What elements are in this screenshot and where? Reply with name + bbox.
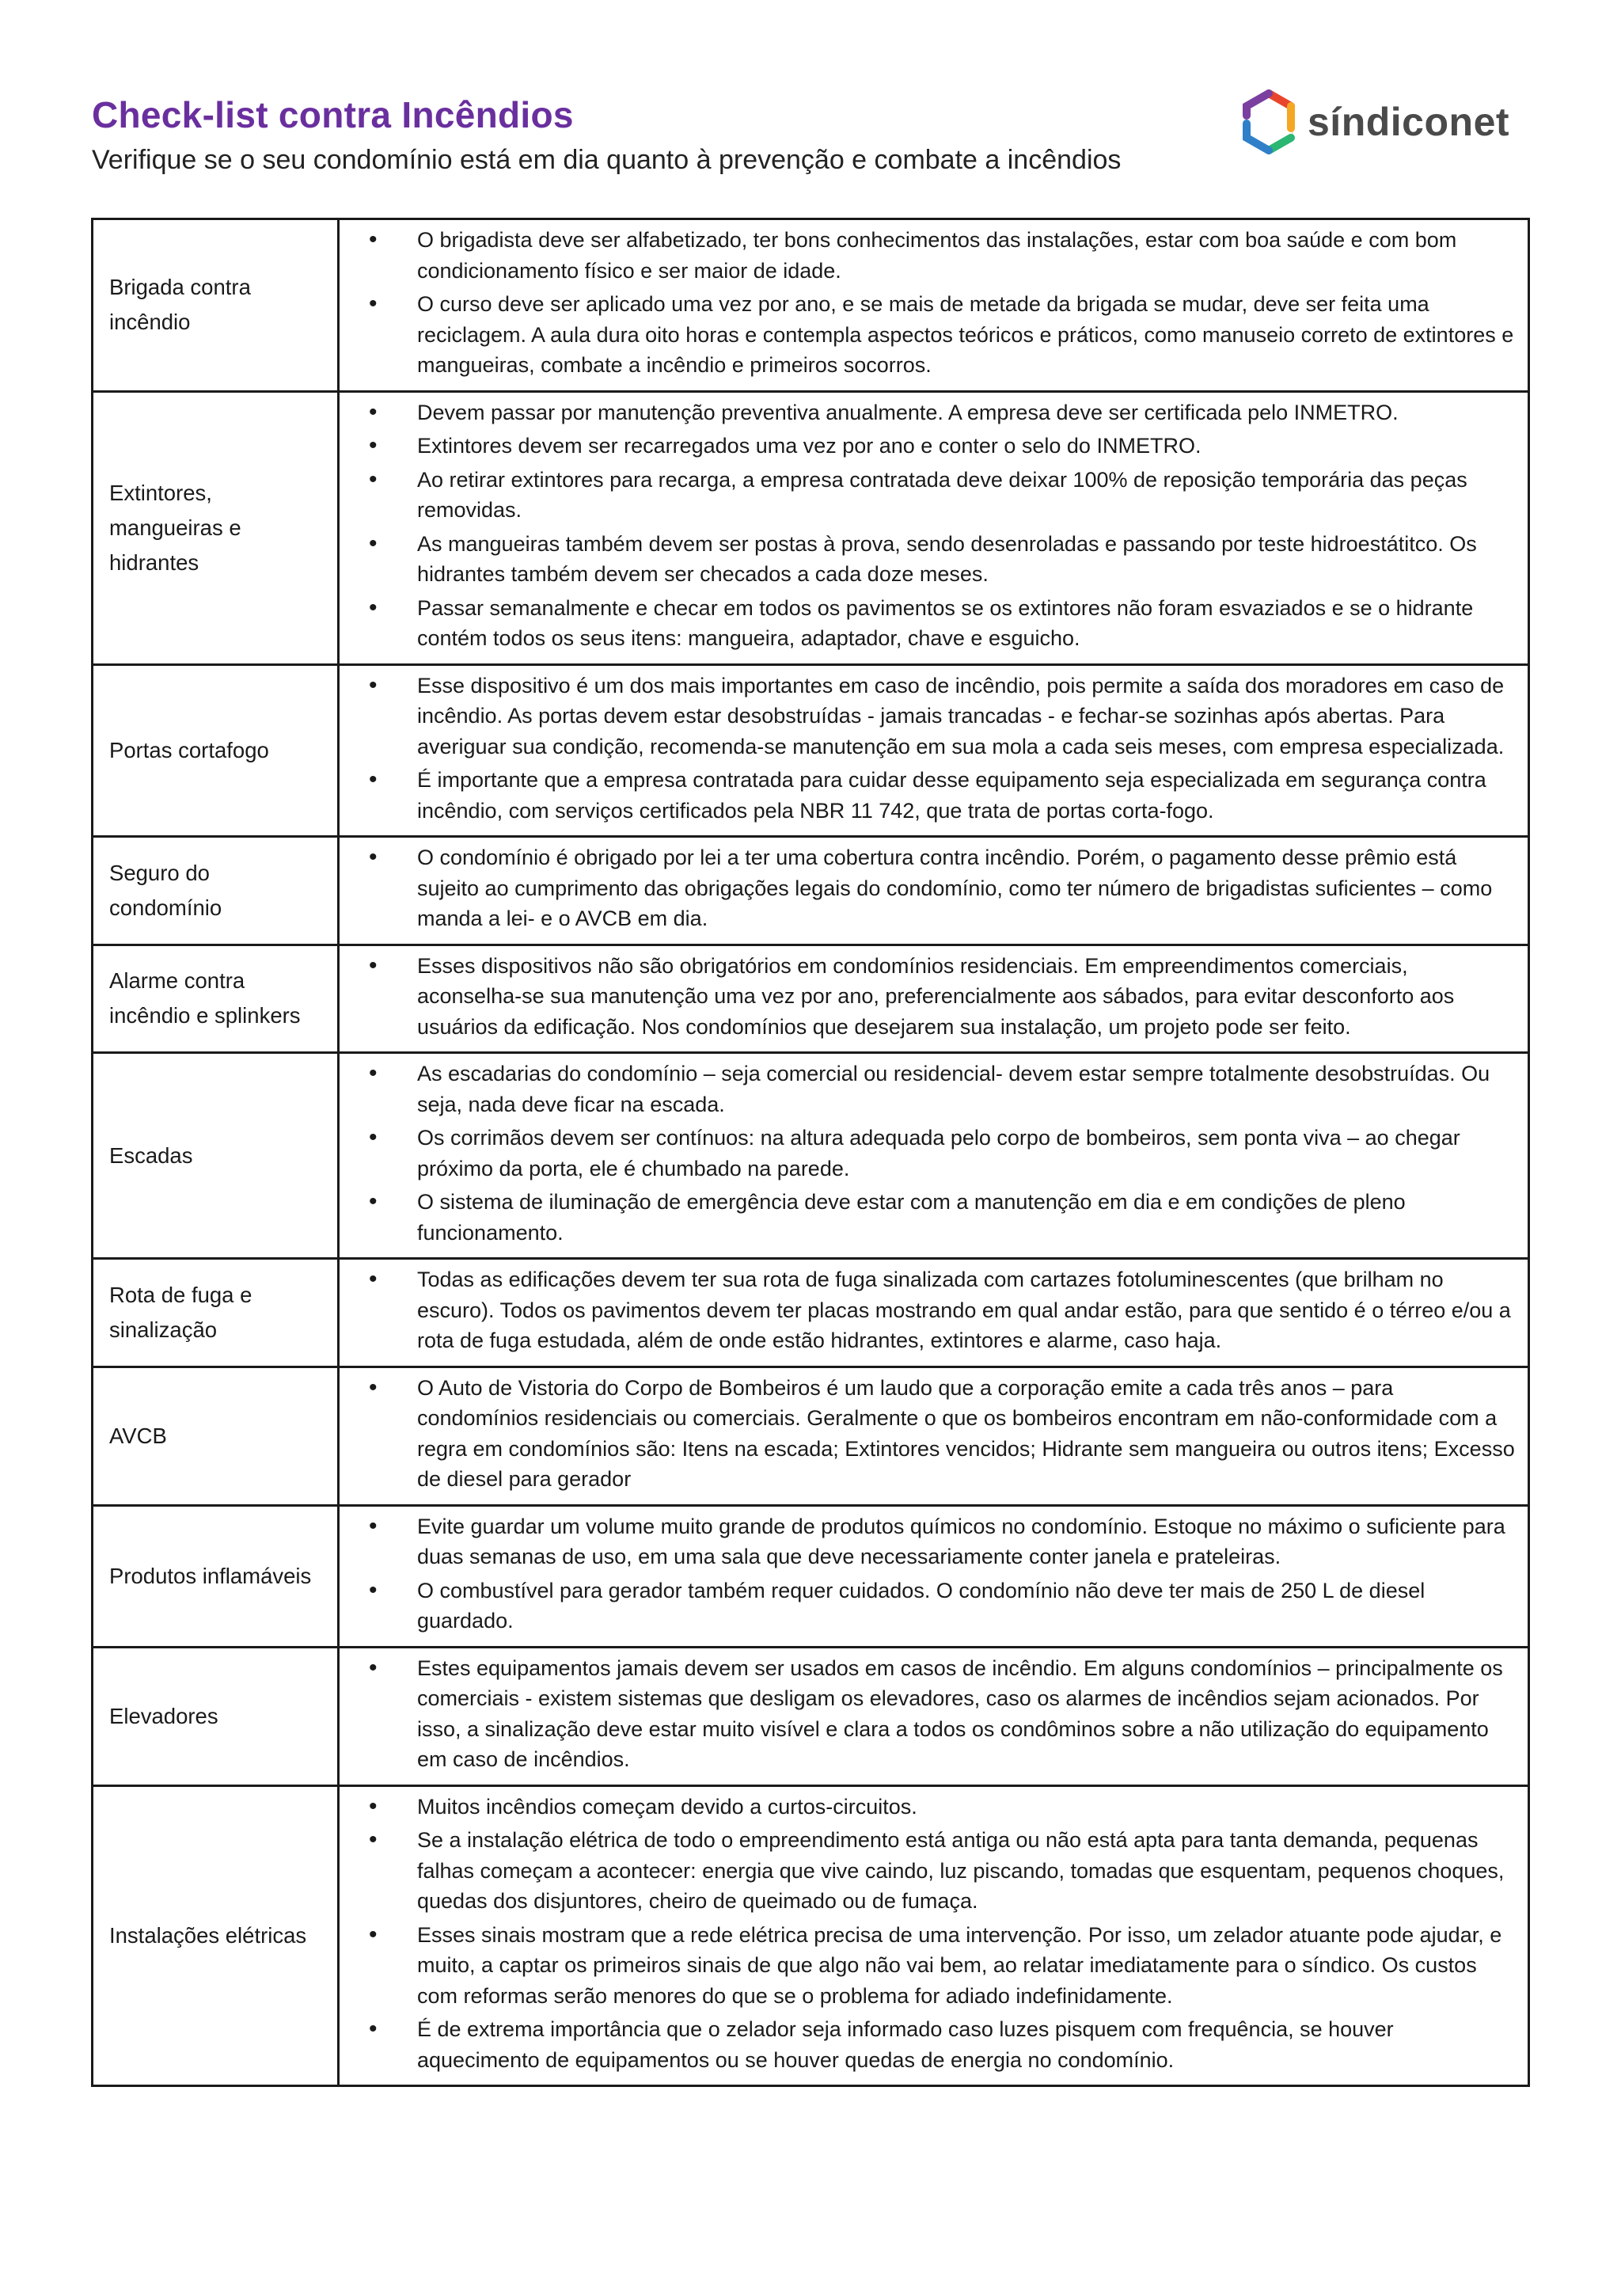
category-cell: Portas cortafogo bbox=[93, 664, 339, 837]
category-cell: Produtos inflamáveis bbox=[93, 1505, 339, 1647]
list-item: • Todas as edificações devem ter sua rota de fuga sinalizada com cartazes fotoluminescentes (que brilham no escuro). Todos os pavimentos devem ter placas mostrando em qual andar estão, para que sentido é o térreo e/ou a rota de fuga estudada, além de onde estão hidrantes, extintores e alarme, caso haja. bbox=[347, 1264, 1515, 1356]
table-row bbox=[93, 1785, 1529, 2086]
items-cell bbox=[339, 945, 1529, 1053]
table-row bbox=[93, 1053, 1529, 1259]
table-row bbox=[93, 391, 1529, 664]
table-row bbox=[93, 1647, 1529, 1785]
checklist-table bbox=[91, 218, 1530, 2087]
list-item: • Os corrimãos devem ser contínuos: na altura adequada pelo corpo de bombeiros, sem ponta viva – ao chegar próximo da porta, ele é chumbado na parede. bbox=[347, 1123, 1515, 1184]
category-cell: Escadas bbox=[93, 1053, 339, 1259]
category-cell: Elevadores bbox=[93, 1647, 339, 1785]
list-item: • O Auto de Vistoria do Corpo de Bombeiros é um laudo que a corporação emite a cada três anos – para condomínios residenciais ou comerciais. Geralmente o que os bombeiros encontram em não-conformidade com a regra em condomínios são: Itens na escada; Extintores vencidos; Hidrante sem mangueira ou outros itens; Excesso de diesel para gerador bbox=[347, 1373, 1515, 1495]
bullet-list bbox=[347, 1059, 1515, 1248]
sindiconet-logo bbox=[1239, 89, 1509, 155]
bullet-list bbox=[347, 842, 1515, 934]
table-row bbox=[93, 1367, 1529, 1505]
table-row bbox=[93, 1505, 1529, 1647]
category-cell: Extintores, mangueiras e hidrantes bbox=[93, 391, 339, 664]
category-cell: Brigada contra incêndio bbox=[93, 219, 339, 392]
items-cell bbox=[339, 1053, 1529, 1259]
page-title: Check-list contra Incêndios bbox=[92, 94, 574, 135]
category-cell: Instalações elétricas bbox=[93, 1785, 339, 2086]
list-item: • Esses sinais mostram que a rede elétrica precisa de uma intervenção. Por isso, um zelador atuante pode ajudar, e muito, a captar os primeiros sinais de que algo não vai bem, ao relatar imediatamente para o síndico. Os custos com reformas serão menores do que se o problema for adiado indefinidamente. bbox=[347, 1920, 1515, 2012]
items-cell bbox=[339, 391, 1529, 664]
list-item: • Esse dispositivo é um dos mais importantes em caso de incêndio, pois permite a saída dos moradores em caso de incêndio. As portas devem estar desobstruídas - jamais trancadas - e fechar-se sozinhas após abertas. Para averiguar sua condição, recomenda-se manutenção em sua mola a cada seis meses, com empresa especializada. bbox=[347, 671, 1515, 762]
table-row bbox=[93, 945, 1529, 1053]
bullet-list bbox=[347, 225, 1515, 381]
bullet-list bbox=[347, 1373, 1515, 1495]
bullet-list bbox=[347, 951, 1515, 1043]
checklist-body bbox=[93, 219, 1529, 2086]
items-cell bbox=[339, 1259, 1529, 1367]
list-item: • O sistema de iluminação de emergência deve estar com a manutenção em dia e em condições de pleno funcionamento. bbox=[347, 1187, 1515, 1248]
list-item: • Devem passar por manutenção preventiva anualmente. A empresa deve ser certificada pelo INMETRO. bbox=[347, 397, 1515, 428]
list-item: • É de extrema importância que o zelador seja informado caso luzes pisquem com frequência, se houver aquecimento de equipamentos ou se houver quedas de energia no condomínio. bbox=[347, 2014, 1515, 2075]
bullet-list bbox=[347, 671, 1515, 827]
bullet-list bbox=[347, 1792, 1515, 2076]
list-item: • Extintores devem ser recarregados uma vez por ano e conter o selo do INMETRO. bbox=[347, 431, 1515, 462]
list-item: • O curso deve ser aplicado uma vez por ano, e se mais de metade da brigada se mudar, deve ser feita uma reciclagem. A aula dura oito horas e contempla aspectos teóricos e práticos, como manuseio correto de extintores e mangueiras, combate a incêndio e primeiros socorros. bbox=[347, 289, 1515, 381]
list-item: • Esses dispositivos não são obrigatórios em condomínios residenciais. Em empreendimentos comerciais, aconselha-se sua manutenção uma vez por ano, preferencialmente aos sábados, para evitar desconforto aos usuários da edificação. Nos condomínios que desejarem sua instalação, um projeto pode ser feito. bbox=[347, 951, 1515, 1043]
category-cell: Alarme contra incêndio e splinkers bbox=[93, 945, 339, 1053]
hexagon-logo-icon bbox=[1239, 89, 1298, 155]
list-item: • Evite guardar um volume muito grande de produtos químicos no condomínio. Estoque no máximo o suficiente para duas semanas de uso, em uma sala que deve necessariamente conter janela e prateleiras. bbox=[347, 1511, 1515, 1572]
list-item: • O condomínio é obrigado por lei a ter uma cobertura contra incêndio. Porém, o pagamento desse prêmio está sujeito ao cumprimento das obrigações legais do condomínio, como ter número de brigadistas suficientes – como manda a lei- e o AVCB em dia. bbox=[347, 842, 1515, 934]
list-item: • Se a instalação elétrica de todo o empreendimento está antiga ou não está apta para tanta demanda, pequenas falhas começam a acontecer: energia que vive caindo, luz piscando, tomadas que esquentam, pequenos choques, quedas dos disjuntores, cheiro de queimado ou de fumaça. bbox=[347, 1825, 1515, 1917]
bullet-list bbox=[347, 1653, 1515, 1775]
page-subtitle: Verifique se o seu condomínio está em dia quanto à prevenção e combate a incêndios bbox=[92, 145, 1122, 175]
items-cell bbox=[339, 1647, 1529, 1785]
list-item: • As mangueiras também devem ser postas à prova, sendo desenroladas e passando por teste hidroestátitco. Os hidrantes também devem ser checados a cada doze meses. bbox=[347, 529, 1515, 590]
list-item: • Ao retirar extintores para recarga, a empresa contratada deve deixar 100% de reposição temporária das peças removidas. bbox=[347, 465, 1515, 526]
list-item: • As escadarias do condomínio – seja comercial ou residencial- devem estar sempre totalmente desobstruídas. Ou seja, nada deve ficar na escada. bbox=[347, 1059, 1515, 1119]
table-row bbox=[93, 837, 1529, 945]
bullet-list bbox=[347, 1264, 1515, 1356]
category-cell: Seguro do condomínio bbox=[93, 837, 339, 945]
items-cell bbox=[339, 219, 1529, 392]
category-cell: AVCB bbox=[93, 1367, 339, 1505]
list-item: • Passar semanalmente e checar em todos os pavimentos se os extintores não foram esvaziados e se o hidrante contém todos os seus itens: mangueira, adaptador, chave e esguicho. bbox=[347, 593, 1515, 654]
list-item: • O combustível para gerador também requer cuidados. O condomínio não deve ter mais de 250 L de diesel guardado. bbox=[347, 1576, 1515, 1636]
category-cell: Rota de fuga e sinalização bbox=[93, 1259, 339, 1367]
list-item: • Estes equipamentos jamais devem ser usados em casos de incêndio. Em alguns condomínios – principalmente os comerciais - existem sistemas que desligam os elevadores, caso os alarmes de incêndios sejam acionados. Por isso, a sinalização deve estar muito visível e clara a todos os condôminos sobre a não utilização do equipamento em caso de incêndios. bbox=[347, 1653, 1515, 1775]
list-item: • É importante que a empresa contratada para cuidar desse equipamento seja especializada em segurança contra incêndio, com serviços certificados pela NBR 11 742, que trata de portas corta-fogo. bbox=[347, 765, 1515, 826]
items-cell bbox=[339, 1785, 1529, 2086]
list-item: • O brigadista deve ser alfabetizado, ter bons conhecimentos das instalações, estar com boa saúde e com bom condicionamento físico e ser maior de idade. bbox=[347, 225, 1515, 286]
items-cell bbox=[339, 664, 1529, 837]
table-row bbox=[93, 664, 1529, 837]
items-cell bbox=[339, 1505, 1529, 1647]
list-item: • Muitos incêndios começam devido a curtos-circuitos. bbox=[347, 1792, 1515, 1823]
logo-text: síndiconet bbox=[1308, 100, 1510, 144]
bullet-list bbox=[347, 1511, 1515, 1636]
table-row bbox=[93, 219, 1529, 392]
items-cell bbox=[339, 1367, 1529, 1505]
items-cell bbox=[339, 837, 1529, 945]
table-row bbox=[93, 1259, 1529, 1367]
bullet-list bbox=[347, 397, 1515, 654]
